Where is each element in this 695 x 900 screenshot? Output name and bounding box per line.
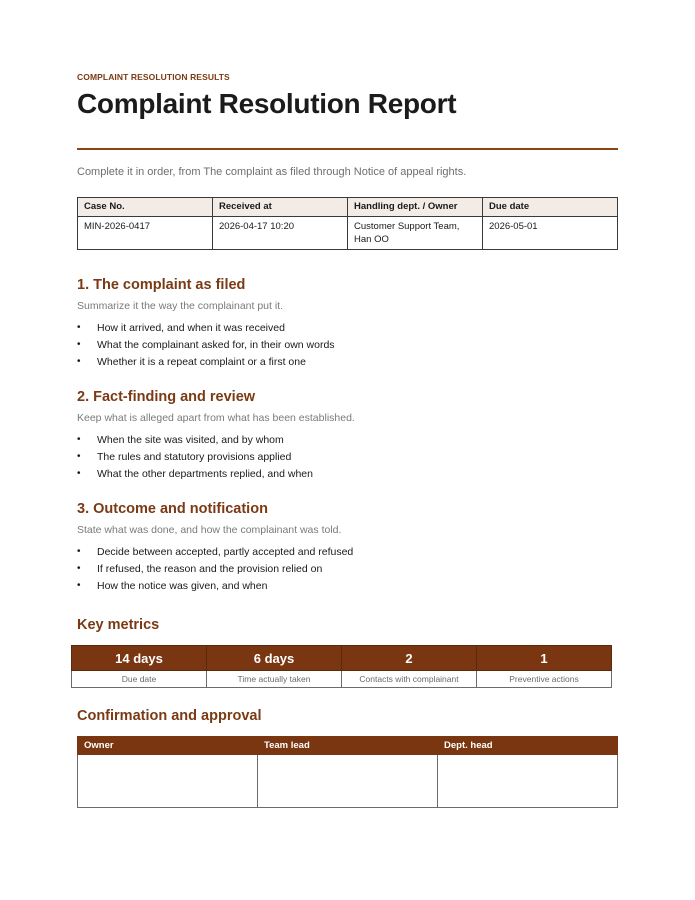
bullet-icon: • [77,468,81,479]
section-title: 2. Fact-finding and review [77,389,256,405]
metric-value: 2 [342,646,477,671]
list-item [77,451,618,468]
received-at-value: 2026-04-17 10:20 [213,217,348,250]
list-item [77,563,618,580]
list-item-text: Decide between accepted, partly accepted and refused [97,546,354,558]
approval-table [77,736,618,808]
section-key-metrics [77,617,618,633]
bullet-icon: • [77,339,81,350]
team-lead-header: Team lead [258,737,438,755]
list-item-text: When the site was visited, and by whom [97,434,284,446]
metric-value: 1 [477,646,612,671]
section-title: Key metrics [77,617,160,633]
list-item [77,322,618,339]
owner-signature-cell[interactable] [78,755,258,808]
section-outcome-notification [77,501,618,597]
list-item-text: How the notice was given, and when [97,580,268,592]
section-fact-finding [77,389,618,485]
section-title: 3. Outcome and notification [77,501,268,517]
section-list [77,434,618,485]
list-item-text: How it arrived, and when it was received [97,322,285,334]
due-date-value: 2026-05-01 [483,217,618,250]
bullet-icon: • [77,580,81,591]
section-complaint-as-filed [77,277,618,373]
list-item-text: What the complainant asked for, in their own words [97,339,335,351]
case-no-header: Case No. [78,198,213,217]
title-divider [77,148,618,150]
handling-dept-header: Handling dept. / Owner [348,198,483,217]
bullet-icon: • [77,434,81,445]
list-item [77,434,618,451]
metric-label: Contacts with complainant [342,671,477,688]
intro-text: Complete it in order, from The complaint as filed through Notice of appeal rights. [77,166,467,178]
approval-signature-row [78,755,618,808]
report-kicker: COMPLAINT RESOLUTION RESULTS [77,72,230,82]
case-table-row [78,217,618,250]
section-list [77,546,618,597]
metric-value: 14 days [72,646,207,671]
owner-header: Owner [78,737,258,755]
bullet-icon: • [77,563,81,574]
dept-head-header: Dept. head [438,737,618,755]
metric-label: Preventive actions [477,671,612,688]
metrics-value-row [72,646,612,671]
team-lead-signature-cell[interactable] [258,755,438,808]
approval-header-row [78,737,618,755]
section-subtitle: Summarize it the way the complainant put it. [77,300,284,312]
section-title: 1. The complaint as filed [77,277,246,293]
list-item-text: The rules and statutory provisions applied [97,451,292,463]
case-no-value: MIN-2026-0417 [78,217,213,250]
metric-label: Due date [72,671,207,688]
section-title: Confirmation and approval [77,708,262,724]
list-item-text: If refused, the reason and the provision relied on [97,563,323,575]
metric-value: 6 days [207,646,342,671]
bullet-icon: • [77,322,81,333]
page-title: Complaint Resolution Report [77,88,457,119]
metric-label: Time actually taken [207,671,342,688]
bullet-icon: • [77,546,81,557]
section-approval [77,708,618,724]
list-item [77,339,618,356]
section-list [77,322,618,373]
list-item [77,546,618,563]
section-subtitle: State what was done, and how the complainant was told. [77,524,342,536]
section-subtitle: Keep what is alleged apart from what has been established. [77,412,355,424]
list-item [77,468,618,485]
due-date-header: Due date [483,198,618,217]
list-item [77,580,618,597]
bullet-icon: • [77,451,81,462]
dept-head-signature-cell[interactable] [438,755,618,808]
received-at-header: Received at [213,198,348,217]
metrics-table [71,645,612,688]
bullet-icon: • [77,356,81,367]
case-table-header-row [78,198,618,217]
case-info-table [77,197,618,250]
list-item-text: What the other departments replied, and when [97,468,313,480]
list-item [77,356,618,373]
metrics-label-row [72,671,612,688]
list-item-text: Whether it is a repeat complaint or a first one [97,356,306,368]
handling-dept-value: Customer Support Team, Han OO [348,217,483,250]
